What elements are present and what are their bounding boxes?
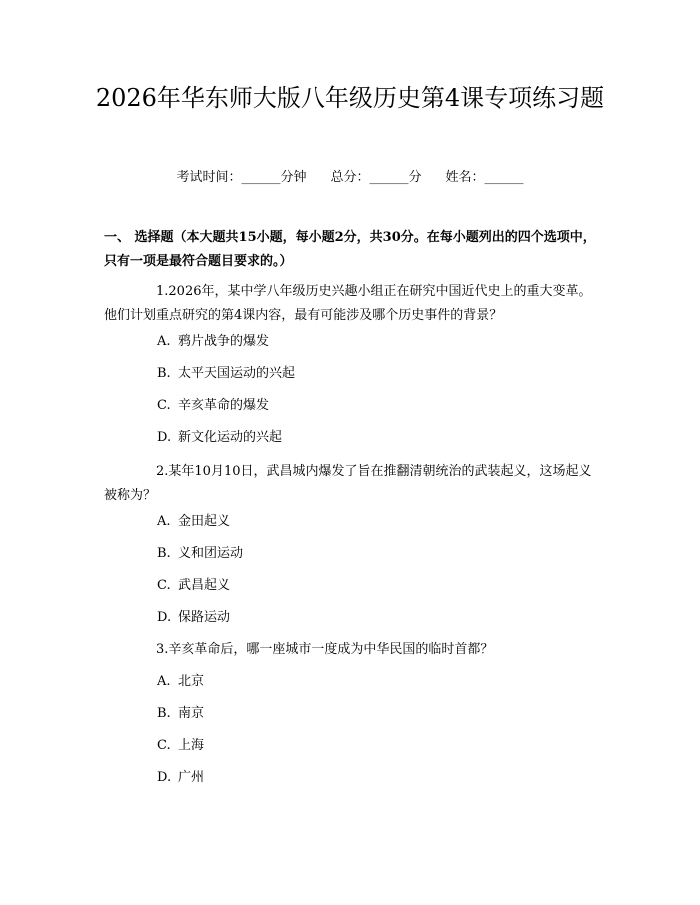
option-text: 金田起义: [178, 514, 231, 529]
option-text: 广州: [178, 770, 205, 785]
question-3-option-b: [157, 704, 204, 724]
question-number: 2.: [156, 464, 169, 479]
option-text: 鸦片战争的爆发: [178, 334, 270, 349]
option-letter: C.: [157, 578, 171, 593]
question-number: 3.: [156, 642, 169, 657]
question-2-option-c: [157, 576, 230, 596]
question-2-option-d: [157, 608, 230, 628]
option-text: 武昌起义: [178, 578, 231, 593]
option-text: 上海: [178, 738, 205, 753]
option-text: 保路运动: [178, 610, 231, 625]
option-letter: C.: [157, 738, 171, 753]
option-letter: A.: [157, 514, 171, 529]
option-letter: B.: [157, 546, 171, 561]
option-letter: A.: [157, 334, 171, 349]
question-1-option-d: [157, 428, 282, 448]
option-text: 太平天国运动的兴起: [178, 366, 296, 381]
question-2-option-b: [157, 544, 243, 564]
name-field: 姓名：______: [445, 170, 524, 185]
question-1-option-c: [157, 396, 269, 416]
option-text: 义和团运动: [178, 546, 244, 561]
total-score-field: 总分：______分: [330, 170, 422, 185]
question-text: 2026年，某中学八年级历史兴趣小组正在研究中国近代史上的重大变革。他们计划重点研究的第4课内容，最有可能涉及哪个历史事件的背景？: [104, 284, 592, 323]
option-letter: D.: [157, 610, 172, 625]
question-2: [104, 460, 604, 508]
option-text: 北京: [178, 674, 205, 689]
question-1-option-b: [157, 364, 295, 384]
document-title: 2026年华东师大版八年级历史第4课专项练习题: [95, 84, 605, 112]
option-letter: B.: [157, 706, 171, 721]
question-2-option-a: [157, 512, 230, 532]
question-1-option-a: [157, 332, 269, 352]
option-letter: D.: [157, 430, 172, 445]
option-letter: D.: [157, 770, 172, 785]
option-letter: A.: [157, 674, 171, 689]
section-heading: 一、 选择题（本大题共15小题，每小题2分，共30分。在每小题列出的四个选项中，只有一项是最符合题目要求的。）: [104, 230, 596, 269]
option-letter: C.: [157, 398, 171, 413]
question-3-option-a: [157, 672, 204, 692]
exam-meta: [0, 168, 700, 188]
option-text: 辛亥革命的爆发: [178, 398, 270, 413]
option-text: 南京: [178, 706, 205, 721]
option-letter: B.: [157, 366, 171, 381]
question-3: [104, 638, 604, 662]
exam-time-field: 考试时间：______分钟: [176, 170, 307, 185]
option-text: 新文化运动的兴起: [178, 430, 283, 445]
question-3-option-d: [157, 768, 204, 788]
question-text: 辛亥革命后，哪一座城市一度成为中华民国的临时首都？: [168, 642, 494, 657]
question-3-option-c: [157, 736, 204, 756]
question-1: [104, 280, 604, 328]
question-text: 某年10月10日，武昌城内爆发了旨在推翻清朝统治的武装起义，这场起义被称为？: [104, 464, 592, 503]
question-number: 1.: [156, 284, 169, 299]
